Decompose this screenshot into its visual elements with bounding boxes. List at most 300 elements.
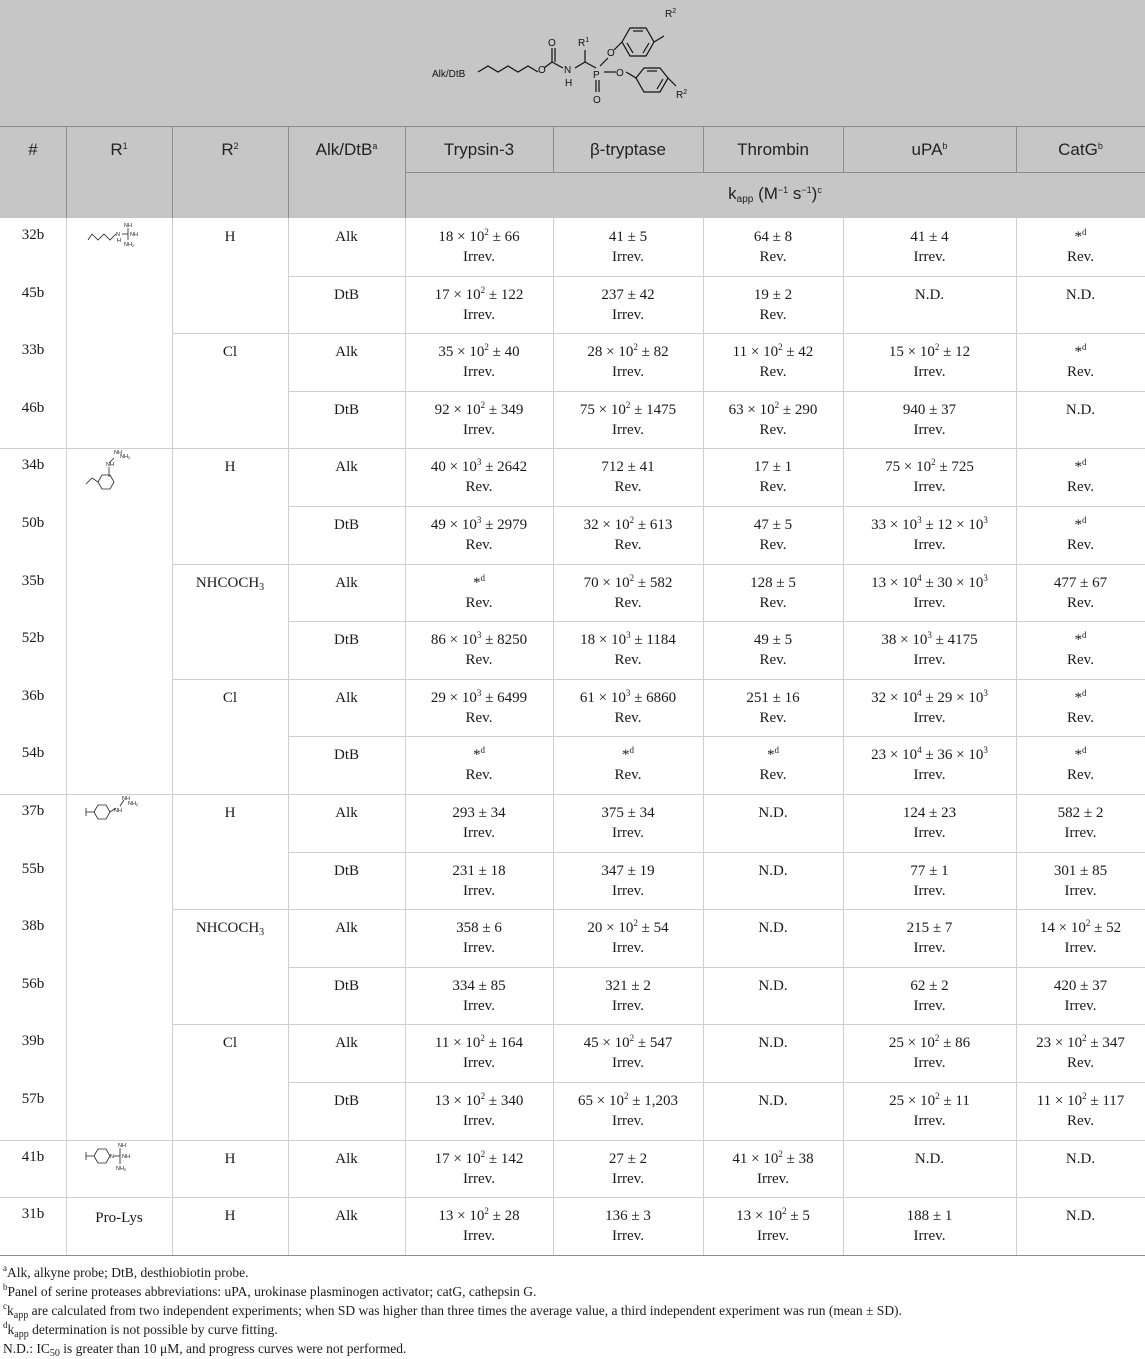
probe-type: Alk	[335, 805, 358, 821]
kapp-value-cell	[1016, 745, 1145, 785]
kapp-value-cell	[553, 573, 703, 613]
column-rule	[843, 218, 844, 1255]
svg-text:NH2: NH2	[128, 801, 139, 807]
r2-label-upper: $R^2$	[665, 8, 677, 20]
inhibition-mode: Irrev.	[612, 1055, 644, 1072]
kapp-value-cell	[1016, 400, 1145, 420]
compound-id: 50b	[21, 515, 45, 531]
kapp-value-cell	[1016, 1206, 1145, 1226]
column-rule	[703, 218, 704, 1255]
compound-id: 46b	[21, 399, 45, 416]
inhibition-mode: Irrev.	[913, 1228, 946, 1245]
kapp-value-cell	[843, 285, 1016, 305]
kapp-value: N.D.	[758, 805, 788, 821]
r2-substituent: H	[224, 459, 236, 476]
probe-type: Alk	[335, 1035, 358, 1052]
compound-id: 33b	[21, 342, 45, 359]
kapp-value-cell	[405, 1149, 553, 1189]
kapp-value-cell	[1016, 227, 1145, 267]
row-rule	[172, 1024, 1145, 1025]
header-tryptase: β-tryptase	[590, 140, 666, 159]
svg-text:NH2: NH2	[124, 242, 135, 248]
phosphoryl-oxygen-atom: O	[593, 95, 601, 106]
inhibition-mode: Irrev.	[913, 825, 946, 841]
inhibition-mode: Irrev.	[463, 306, 495, 323]
r2-substituent: $NHCOCH_3$	[195, 920, 265, 939]
inhibition-mode: Irrev.	[1064, 997, 1097, 1014]
kapp-value: $40 \times 10^3 \pm 2642$	[430, 457, 528, 476]
compound-id: 55b	[21, 860, 45, 877]
kapp-value: 293 ± 34	[452, 805, 506, 821]
kapp-value-cell	[405, 745, 553, 785]
svg-text:NH2: NH2	[116, 1166, 127, 1172]
general-structure-drawing	[430, 0, 730, 120]
kapp-value: $11 \times 10^2 \pm 117$	[1036, 1091, 1125, 1109]
kapp-value-cell	[405, 457, 553, 497]
kapp-value: $65 \times 10^2 \pm 1,203$	[578, 1091, 678, 1109]
inhibition-mode: Rev.	[614, 652, 642, 669]
kapp-value-cell	[1016, 976, 1145, 1016]
kapp-value-cell	[1016, 918, 1145, 958]
header-divider	[405, 126, 406, 218]
carbonyl-oxygen-atom: O	[548, 38, 556, 49]
probe-type: DtB	[333, 632, 359, 649]
kapp-value: *$^d$	[622, 745, 634, 764]
kapp-value-cell	[553, 1149, 703, 1189]
inhibition-mode: Rev.	[465, 652, 493, 669]
compound-id: 56b	[21, 975, 45, 992]
svg-text:NH: NH	[118, 1143, 126, 1149]
r2-substituent: H	[224, 229, 236, 245]
inhibition-mode: Rev.	[1067, 594, 1094, 611]
kapp-value-cell	[1016, 1033, 1145, 1073]
compound-id: 37b	[21, 803, 45, 819]
probe-type: DtB	[333, 977, 359, 994]
kapp-value-cell	[1016, 1091, 1145, 1131]
inhibition-mode: Rev.	[1067, 537, 1094, 553]
kapp-value: 136 ± 3	[605, 1208, 651, 1225]
kapp-value-cell	[1016, 1149, 1145, 1169]
kapp-value-cell	[703, 745, 843, 785]
kapp-value: $23 \times 10^2 \pm 347$	[1036, 1033, 1125, 1052]
kapp-value-cell	[843, 515, 1016, 555]
probe-type: Alk	[335, 689, 358, 706]
kapp-value-cell	[553, 745, 703, 785]
inhibition-mode: Irrev.	[463, 997, 495, 1014]
column-rule	[553, 218, 554, 1255]
kapp-value-cell	[553, 1206, 703, 1246]
header-divider	[172, 126, 173, 218]
compound-id: 45b	[21, 284, 45, 301]
compound-id: 54b	[21, 745, 45, 762]
kapp-value-cell	[1016, 457, 1145, 497]
kapp-value: $25 \times 10^2 \pm 11$	[889, 1091, 970, 1109]
kapp-value: N.D.	[758, 1093, 788, 1109]
inhibition-mode: Irrev.	[612, 306, 644, 323]
inhibition-mode: Irrev.	[757, 1170, 789, 1187]
kapp-value-cell	[405, 630, 553, 670]
header-divider	[66, 126, 67, 218]
kapp-value-cell	[703, 515, 843, 555]
probe-type: DtB	[333, 862, 359, 879]
kapp-value: $25 \times 10^2 \pm 86$	[888, 1033, 971, 1052]
r1-benzylguanidine-structure	[84, 448, 164, 492]
kapp-value: 124 ± 23	[902, 805, 957, 821]
header-alk-dtb: Alk/DtB$^a$	[315, 140, 378, 159]
kapp-value: $13 \times 10^4 \pm 30 \times 10^3$	[871, 572, 988, 591]
kapp-value: 301 ± 85	[1053, 862, 1108, 879]
svg-text:NH: NH	[106, 462, 114, 468]
inhibition-mode: Irrev.	[463, 1170, 495, 1187]
inhibition-mode: Irrev.	[612, 940, 644, 957]
inhibition-mode: Rev.	[1067, 249, 1094, 265]
kapp-value-cell	[553, 515, 703, 555]
header-divider	[553, 126, 554, 172]
footnote: $^ck_{app}$ are calculated from two independent experiments; when SD was higher than three times the average value, a third independent experiment was run (mean ± SD).	[3, 1301, 902, 1321]
svg-text:NH: NH	[114, 450, 122, 456]
kapp-value: 940 ± 37	[902, 401, 957, 418]
r1-label: $R^1$	[578, 37, 590, 49]
kapp-value: 188 ± 1	[906, 1208, 953, 1225]
probe-type: Alk	[335, 459, 358, 476]
kapp-value-cell	[843, 918, 1016, 958]
kapp-value: N.D.	[914, 286, 945, 303]
kapp-value-cell	[843, 573, 1016, 613]
kapp-value-cell	[703, 630, 843, 670]
compound-id: 35b	[21, 572, 45, 589]
inhibition-mode: Irrev.	[913, 537, 946, 553]
kapp-value: N.D.	[758, 977, 788, 994]
kapp-value-cell	[553, 400, 703, 440]
inhibition-mode: Rev.	[1067, 479, 1094, 496]
kapp-value-cell	[843, 976, 1016, 1016]
inhibition-mode: Irrev.	[612, 249, 644, 265]
kapp-value: *$^d$	[767, 745, 779, 764]
kapp-value: $63 \times 10^2 \pm 290$	[728, 399, 818, 418]
inhibition-mode: Irrev.	[1064, 882, 1097, 899]
kapp-value: $70 \times 10^2 \pm 582$	[583, 572, 673, 591]
kapp-value: *$^d$	[1074, 745, 1087, 764]
inhibition-mode: Rev.	[759, 537, 787, 553]
inhibition-mode: Irrev.	[463, 882, 495, 899]
kapp-value-cell	[553, 630, 703, 670]
svg-text:N: N	[116, 232, 120, 238]
inhibition-mode: Irrev.	[913, 594, 946, 611]
inhibition-mode: Rev.	[465, 594, 493, 611]
svg-text:H: H	[117, 238, 121, 244]
header-trypsin: Trypsin-3	[443, 140, 515, 159]
kapp-value-cell	[843, 342, 1016, 382]
footnote: $^dk_{app}$ determination is not possible by curve fitting.	[3, 1320, 278, 1340]
compound-id: 38b	[21, 918, 45, 935]
footnote: N.D.: $IC_{50}$ is greater than 10 μM, and progress curves were not performed.	[3, 1341, 407, 1359]
kapp-value-cell	[843, 1149, 1016, 1169]
inhibition-mode: Irrev.	[463, 364, 495, 381]
inhibition-mode: Irrev.	[1064, 940, 1097, 957]
header-divider	[843, 126, 844, 172]
kapp-value: 215 ± 7	[906, 920, 953, 937]
header-divider	[703, 126, 704, 172]
kapp-value-cell	[1016, 861, 1145, 901]
kapp-value: N.D.	[758, 862, 788, 879]
kapp-value: 47 ± 5	[753, 517, 793, 533]
inhibition-mode: Irrev.	[463, 421, 495, 438]
inhibition-mode: Rev.	[759, 652, 787, 669]
header-thrombin: Thrombin	[737, 140, 809, 159]
kapp-value: 17 ± 1	[753, 459, 793, 476]
kapp-value-cell	[405, 976, 553, 1016]
kapp-value: 27 ± 2	[608, 1150, 648, 1167]
kapp-value: 375 ± 34	[601, 805, 655, 821]
footnote: $^b$Panel of serine proteases abbreviations: uPA, urokinase plasminogen activator; catG, cathepsin G.	[3, 1282, 537, 1299]
inhibition-mode: Rev.	[1067, 709, 1094, 726]
inhibition-mode: Irrev.	[463, 1113, 495, 1129]
kapp-value: 62 ± 2	[910, 977, 949, 994]
kapp-value: $17 \times 10^2 \pm 142$	[434, 1148, 524, 1167]
ester-oxygen-lower: O	[616, 68, 624, 79]
inhibition-mode: Rev.	[759, 767, 787, 784]
header-kapp-units: $k_{app}$ ($M^{-1}$ $s^{-1})^c$	[728, 184, 822, 205]
probe-type: DtB	[333, 286, 359, 303]
inhibition-mode: Rev.	[1067, 1055, 1094, 1072]
kapp-value: *$^d$	[473, 572, 485, 591]
inhibition-mode: Irrev.	[463, 940, 495, 957]
kapp-value-cell	[405, 1033, 553, 1073]
kapp-value: $15 \times 10^2 \pm 12$	[888, 342, 971, 361]
kapp-value: *$^d$	[1074, 687, 1087, 706]
oxygen-atom: O	[538, 65, 546, 76]
kapp-value-cell	[1016, 630, 1145, 670]
probe-type: Alk	[335, 920, 358, 937]
kapp-value: N.D.	[1065, 401, 1096, 418]
kapp-value: 41 ± 4	[910, 229, 949, 245]
inhibition-mode: Irrev.	[913, 940, 946, 957]
kapp-value: N.D.	[758, 1035, 788, 1052]
row-rule	[0, 1255, 1145, 1256]
header-upa: uPA$^b$	[911, 140, 948, 159]
kapp-value: 420 ± 37	[1053, 977, 1108, 994]
inhibition-mode: Rev.	[465, 767, 493, 784]
inhibition-mode: Irrev.	[612, 997, 644, 1014]
kapp-value: *$^d$	[1074, 227, 1087, 245]
kapp-value: $28 \times 10^2 \pm 82$	[587, 342, 669, 361]
kapp-value-cell	[553, 342, 703, 382]
kapp-value: $61 \times 10^3 \pm 6860$	[579, 687, 677, 706]
inhibition-mode: Irrev.	[913, 882, 946, 899]
kapp-value-cell	[405, 227, 553, 267]
r2-substituent: Cl	[222, 689, 238, 706]
compound-id: 41b	[21, 1148, 45, 1165]
kapp-value: 582 ± 2	[1057, 805, 1104, 821]
inhibition-mode: Irrev.	[463, 249, 495, 265]
kapp-value-cell	[405, 573, 553, 613]
kapp-value-cell	[703, 976, 843, 996]
column-rule	[405, 218, 406, 1255]
inhibition-mode: Irrev.	[913, 479, 946, 496]
r2-substituent: H	[224, 805, 236, 821]
kapp-value: $23 \times 10^4 \pm 36 \times 10^3$	[871, 745, 988, 764]
column-rule	[172, 218, 173, 1255]
kapp-value-cell	[553, 227, 703, 267]
probe-type: DtB	[333, 401, 359, 418]
kapp-value-cell	[405, 918, 553, 958]
kapp-value-cell	[553, 285, 703, 325]
svg-text:NH: NH	[122, 1154, 130, 1160]
inhibition-mode: Rev.	[465, 709, 493, 726]
header-divider	[288, 126, 289, 218]
kapp-value: $13 \times 10^2 \pm 340$	[434, 1091, 524, 1109]
inhibition-mode: Irrev.	[612, 421, 644, 438]
inhibition-mode: Rev.	[465, 479, 493, 496]
kapp-value-cell	[843, 745, 1016, 785]
kapp-value-cell	[703, 1206, 843, 1246]
kapp-value-cell	[405, 515, 553, 555]
kapp-value: $33 \times 10^3 \pm 12 \times 10^3$	[871, 515, 988, 533]
compound-id: 39b	[21, 1033, 45, 1050]
column-rule	[66, 218, 67, 1255]
footnote: $^a$Alk, alkyne probe; DtB, desthiobiotin probe.	[3, 1263, 249, 1280]
header-divider	[1016, 126, 1017, 172]
kapp-value: 321 ± 2	[605, 977, 651, 994]
inhibition-mode: Irrev.	[612, 1113, 644, 1129]
probe-type: DtB	[333, 517, 359, 533]
row-rule	[172, 333, 1145, 334]
inhibition-mode: Rev.	[614, 537, 642, 553]
probe-type: DtB	[333, 747, 359, 764]
inhibition-mode: Rev.	[614, 594, 642, 611]
kapp-value-cell	[703, 227, 843, 267]
kapp-value-cell	[405, 342, 553, 382]
kapp-value: $20 \times 10^2 \pm 54$	[587, 918, 669, 937]
kapp-value-cell	[1016, 515, 1145, 555]
kapp-value: $86 \times 10^3 \pm 8250$	[430, 630, 528, 649]
kapp-value-cell	[553, 1091, 703, 1131]
kapp-value-cell	[553, 976, 703, 1016]
r1-piperidinylguanidine-structure	[84, 1140, 164, 1172]
kapp-value-cell	[843, 227, 1016, 267]
inhibition-mode: Rev.	[1067, 652, 1094, 669]
column-rule	[288, 218, 289, 1255]
probe-type: DtB	[333, 1093, 359, 1109]
kapp-value: 128 ± 5	[750, 574, 796, 591]
kapp-value: $41 \times 10^2 \pm 38$	[732, 1148, 814, 1167]
inhibition-mode: Rev.	[759, 479, 787, 496]
inhibition-mode: Irrev.	[1064, 825, 1097, 841]
inhibition-mode: Irrev.	[913, 997, 946, 1014]
svg-text:NH2: NH2	[120, 454, 131, 460]
kapp-value: $49 \times 10^3 \pm 2979$	[430, 515, 528, 533]
kapp-value-cell	[405, 688, 553, 728]
kapp-value: 712 ± 41	[601, 459, 655, 476]
kapp-value: N.D.	[758, 920, 788, 937]
kapp-value-cell	[553, 1033, 703, 1073]
kapp-value-cell	[553, 457, 703, 497]
svg-text:NH: NH	[114, 808, 122, 814]
kapp-value-cell	[553, 861, 703, 901]
inhibition-mode: Rev.	[1067, 1113, 1094, 1129]
kapp-value-cell	[553, 688, 703, 728]
header-r2: $R^2$	[221, 140, 239, 159]
chemical-structure-scheme	[0, 0, 1145, 126]
inhibition-mode: Irrev.	[612, 825, 644, 841]
inhibition-mode: Irrev.	[757, 1228, 789, 1245]
kapp-value: *$^d$	[473, 745, 485, 764]
svg-text:NH: NH	[130, 232, 138, 238]
inhibition-mode: Rev.	[614, 767, 642, 784]
r2-substituent: H	[224, 1208, 236, 1225]
probe-type: Alk	[335, 344, 358, 361]
header-number: #	[28, 140, 38, 159]
kapp-value: 19 ± 2	[753, 286, 793, 303]
inhibition-mode: Irrev.	[612, 1170, 644, 1187]
kapp-value-cell	[703, 1149, 843, 1189]
row-rule	[172, 909, 1145, 910]
kapp-value-cell	[703, 457, 843, 497]
kapp-value-cell	[843, 688, 1016, 728]
kapp-value: 64 ± 8	[753, 229, 793, 245]
kapp-value: $45 \times 10^2 \pm 547$	[583, 1033, 673, 1052]
kapp-value-cell	[843, 1033, 1016, 1073]
probe-type: Alk	[335, 574, 358, 591]
row-rule	[172, 564, 1145, 565]
r1-phenylguanidine-structure	[84, 794, 164, 826]
nitrogen-atom: N	[564, 65, 572, 76]
kapp-value: 49 ± 5	[753, 632, 793, 649]
kapp-value: $75 \times 10^2 \pm 1475$	[579, 399, 677, 418]
kapp-value-cell	[843, 400, 1016, 440]
kapp-value: $13 \times 10^2 \pm 28$	[438, 1206, 520, 1225]
kapp-value: $14 \times 10^2 \pm 52$	[1039, 918, 1122, 937]
inhibition-mode: Rev.	[759, 594, 787, 611]
header-catg: CatG$^b$	[1058, 140, 1103, 159]
kapp-value-cell	[405, 1091, 553, 1131]
kapp-value: $29 \times 10^3 \pm 6499$	[430, 687, 528, 706]
kapp-value-cell	[405, 803, 553, 843]
kapp-value-cell	[1016, 342, 1145, 382]
kapp-value: 477 ± 67	[1053, 574, 1108, 591]
ester-oxygen-upper: O	[607, 48, 615, 59]
kapp-value: N.D.	[1065, 286, 1096, 303]
inhibition-mode: Rev.	[759, 709, 787, 726]
kapp-value-cell	[843, 803, 1016, 843]
kapp-value-cell	[703, 688, 843, 728]
kapp-value: *$^d$	[1074, 457, 1087, 476]
kapp-value: 77 ± 1	[910, 862, 949, 879]
kapp-value-cell	[703, 861, 843, 881]
compound-id: 34b	[21, 457, 45, 474]
kapp-value: $35 \times 10^2 \pm 40$	[438, 342, 520, 361]
kapp-value-cell	[703, 400, 843, 440]
compound-id: 36b	[21, 687, 45, 704]
kapp-value: 231 ± 18	[452, 862, 506, 879]
inhibition-mode: Rev.	[759, 249, 787, 265]
inhibition-mode: Irrev.	[913, 709, 946, 726]
kapp-value: $13 \times 10^2 \pm 5$	[736, 1206, 810, 1225]
probe-type: Alk	[335, 229, 358, 245]
r2-substituent: H	[224, 1150, 236, 1167]
kapp-value-cell	[843, 1206, 1016, 1246]
kapp-value: N.D.	[1065, 1150, 1096, 1167]
kapp-value-cell	[703, 1091, 843, 1111]
kapp-value: 347 ± 19	[601, 862, 655, 879]
compound-id: 32b	[21, 227, 45, 243]
subheader-rule	[405, 172, 1145, 173]
inhibition-mode: Rev.	[465, 537, 493, 553]
inhibition-mode: Irrev.	[913, 364, 946, 381]
kapp-value: 237 ± 42	[601, 286, 655, 303]
r2-substituent: $NHCOCH_3$	[195, 574, 265, 593]
kapp-value: $11 \times 10^2 \pm 164$	[434, 1033, 524, 1052]
